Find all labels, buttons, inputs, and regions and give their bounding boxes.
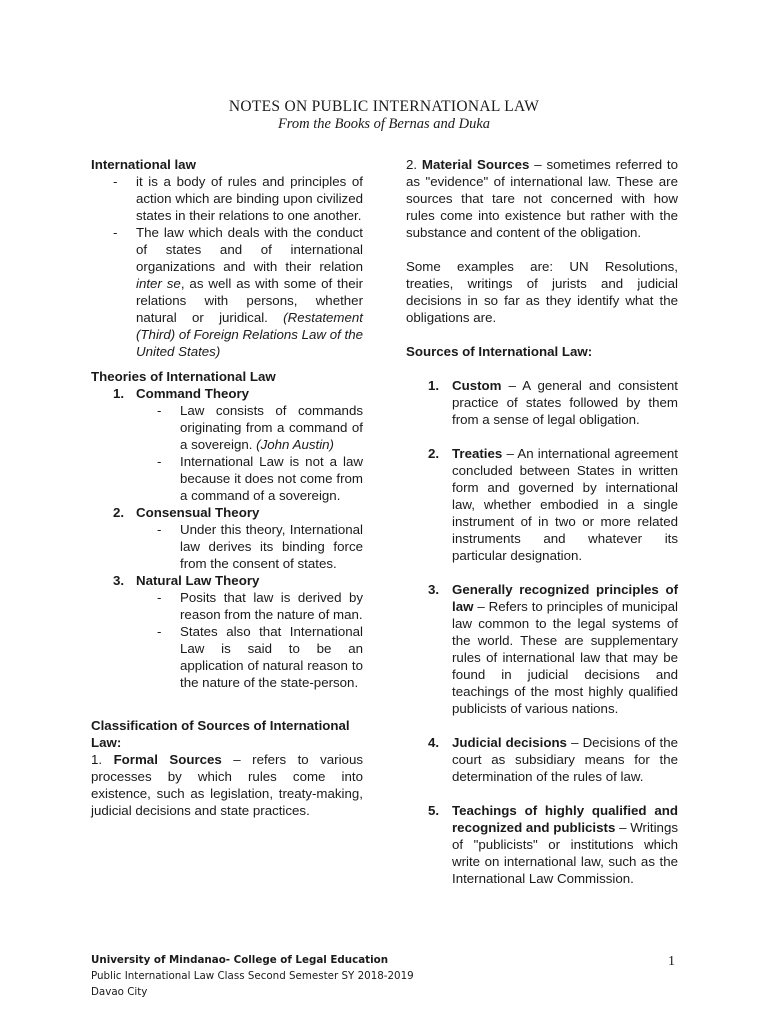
section-heading-sources: Sources of International Law: [406, 344, 593, 359]
right-column [406, 156, 678, 887]
footer-class: Public International Law Class Second Semester SY 2018-2019 [91, 970, 414, 982]
section-heading-theories: Theories of International Law [91, 369, 276, 384]
theory-point: - International Law is not a law because it does not come from a command of a sovereign. [157, 454, 363, 503]
formal-sources-paragraph: 1. Formal Sources – refers to various processes by which rules come into existence, such as legislation, treaty-making, judicial decisions and state practices. [91, 752, 363, 818]
page-title: NOTES ON PUBLIC INTERNATIONAL LAW [228, 98, 540, 115]
source-item: 1. Custom – A general and consistent practice of states followed by them from a sense of legal obligation. [428, 378, 678, 427]
theory-item: 1. Command Theory - Law consists of commands originating from a command of a sovereign. (John Austin) - International Law is not a law because it does not come from a command of a sovereign. [91, 385, 363, 504]
theory-point: - Posits that law is derived by reason from the nature of man. [157, 590, 363, 622]
definition-list [91, 173, 363, 360]
examples-paragraph: Some examples are: UN Resolutions, treaties, writings of jurists and judicial decisions in so far as they identify what the obligations are. [406, 259, 678, 325]
source-item: 4. Judicial decisions – Decisions of the court as subsidiary means for the determination of the rules of law. [428, 735, 679, 784]
theory-title: Consensual Theory [136, 505, 260, 520]
page-footer [91, 952, 691, 1000]
citation: (Restatement (Third) of Foreign Relations Law of the United States) [136, 310, 363, 359]
source-item: 5. Teachings of highly qualified and recognized and publicists – Writings of "publicists" or institutions which write on international law, such as the International Law Commission. [428, 803, 678, 886]
definition-item: - The law which deals with the conduct of states and of international organizations and with their relation inter se, as well as with some of their relations with persons, whether natural or juridical. (Restatement (Third) of Foreign Relations Law of the United States) [113, 225, 363, 359]
source-item: 2. Treaties – An international agreement concluded between States in written form and governed by international law, whether embodied in a single instrument of in two or more related instruments and whatever its particular designation. [428, 446, 678, 563]
theory-title: Natural Law Theory [136, 573, 260, 588]
definition-item: - it is a body of rules and principles of action which are binding upon civilized states in their relations to one another. [113, 174, 363, 223]
theory-item: 2. Consensual Theory - Under this theory, International law derives its binding force from the consent of states. [91, 504, 363, 572]
material-sources-paragraph: 2. Material Sources – sometimes referred to as "evidence" of international law. These are sources that tare not concerned with how rules come into existence but rather with the substance and content of the obligation. [406, 157, 679, 240]
theory-point: - Under this theory, International law derives its binding force from the consent of states. [157, 522, 363, 571]
section-heading-classification: Classification of Sources of International Law: [91, 718, 350, 750]
page-number: 1 [668, 954, 675, 969]
source-item: 3. Generally recognized principles of law – Refers to principles of municipal law common to the legal systems of the world. These are supplementary rules of international law that may be found in judicial decisions and teachings of the most highly qualified publicists of various nations. [428, 582, 678, 716]
theory-title: Command Theory [136, 386, 250, 401]
theory-point: - Law consists of commands originating from a command of a sovereign. (John Austin) [157, 403, 363, 452]
footer-institution: University of Mindanao- College of Legal Education [91, 954, 389, 966]
theory-item: 3. Natural Law Theory - Posits that law is derived by reason from the nature of man. - States also that International Law is said to be an application of natural reason to the nature of the state-person. [91, 572, 363, 691]
left-column [91, 156, 363, 819]
section-heading-international-law: International law [91, 157, 196, 172]
footer-location: Davao City [91, 986, 148, 998]
page-subtitle: From the Books of Bernas and Duka [277, 116, 491, 132]
theory-point: - States also that International Law is said to be an application of natural reason to the nature of the state-person. [157, 624, 363, 690]
